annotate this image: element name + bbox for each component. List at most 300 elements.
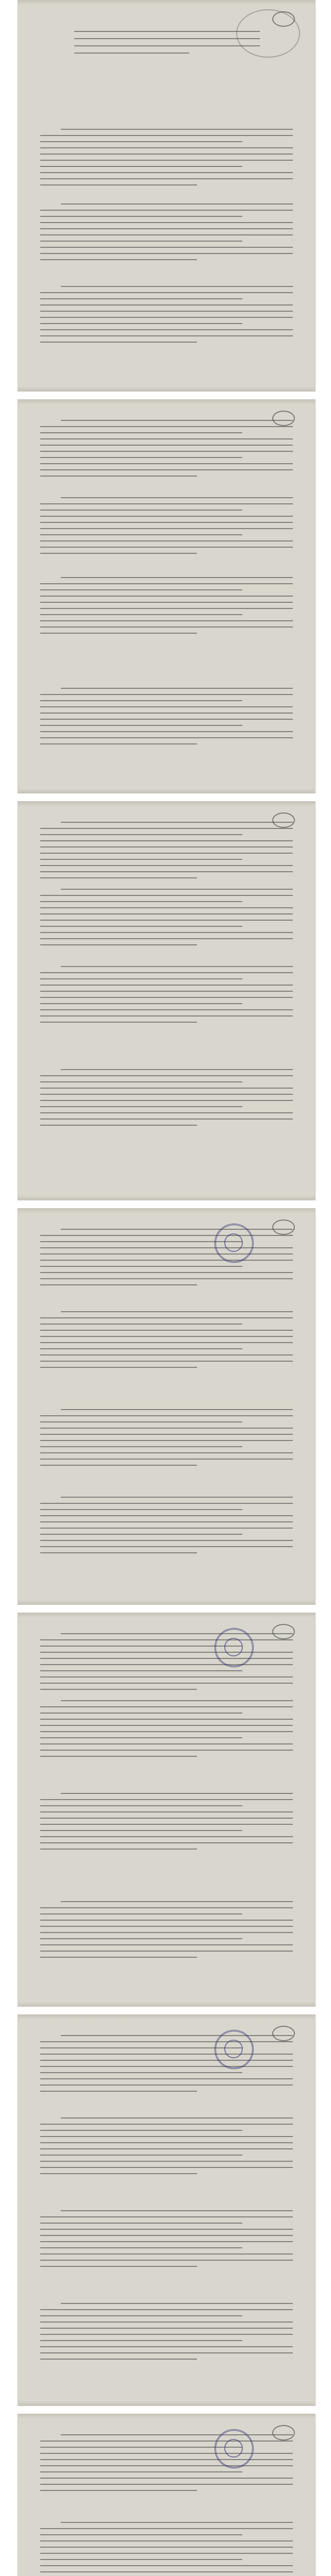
text-line xyxy=(40,160,293,161)
text-line xyxy=(40,503,293,504)
text-line xyxy=(40,1706,293,1707)
text-line xyxy=(40,1664,293,1665)
text-line xyxy=(61,889,293,890)
text-line xyxy=(40,516,293,517)
text-line xyxy=(40,991,293,992)
text-line xyxy=(40,1944,293,1945)
text-line xyxy=(40,1278,293,1279)
text-line xyxy=(40,234,293,235)
text-line xyxy=(40,626,293,628)
text-line xyxy=(40,2148,293,2149)
text-line xyxy=(61,688,293,689)
pencil-annotation xyxy=(236,9,300,58)
text-line xyxy=(40,853,293,854)
text-line xyxy=(40,2534,242,2535)
text-line xyxy=(40,1737,242,1738)
text-line xyxy=(40,1907,293,1908)
text-line xyxy=(40,1348,242,1349)
text-line xyxy=(40,1689,197,1690)
text-line xyxy=(40,2136,293,2137)
text-line xyxy=(40,1683,293,1684)
text-line xyxy=(40,2321,293,2323)
text-line xyxy=(40,141,242,142)
text-line xyxy=(40,1094,293,1095)
text-line xyxy=(61,420,293,421)
text-line xyxy=(40,317,293,318)
text-line xyxy=(40,1811,293,1812)
text-line xyxy=(40,342,197,343)
paragraph xyxy=(40,1069,293,1131)
text-line xyxy=(61,822,293,823)
paragraph xyxy=(40,1793,293,1855)
text-line xyxy=(40,2528,293,2529)
text-line xyxy=(61,1700,293,1701)
text-line xyxy=(40,2453,293,2454)
stamp xyxy=(214,2429,254,2468)
text-line xyxy=(40,1509,242,1510)
text-line xyxy=(40,2241,293,2242)
sheet-shadow xyxy=(18,1613,316,1618)
text-line xyxy=(40,1336,293,1337)
text-line xyxy=(40,147,293,148)
paragraph xyxy=(40,688,293,750)
text-line xyxy=(40,1075,293,1076)
text-line xyxy=(40,1719,293,1720)
text-line xyxy=(40,1731,293,1732)
text-line xyxy=(40,1658,293,1659)
text-line xyxy=(40,329,293,330)
text-line xyxy=(40,2547,293,2548)
text-line xyxy=(40,253,293,254)
text-line xyxy=(40,2247,242,2248)
text-line xyxy=(40,426,293,427)
text-line xyxy=(40,178,293,179)
text-line xyxy=(40,2465,293,2466)
text-line xyxy=(40,2078,293,2079)
text-line xyxy=(40,216,242,217)
text-line xyxy=(40,259,197,260)
paragraph xyxy=(40,1633,293,1695)
sheet-shadow xyxy=(18,2401,316,2406)
text-line xyxy=(40,1676,293,1677)
text-line xyxy=(40,694,293,695)
text-line xyxy=(40,2161,293,2162)
text-line xyxy=(40,834,242,835)
text-line xyxy=(40,1743,293,1744)
text-line xyxy=(40,2315,242,2316)
text-line xyxy=(40,1324,242,1325)
text-line xyxy=(40,1253,293,1255)
text-line xyxy=(61,1229,293,1230)
text-line xyxy=(40,2091,197,2092)
text-line xyxy=(40,1756,197,1757)
text-line xyxy=(40,1534,242,1535)
text-line xyxy=(40,1465,197,1466)
text-line xyxy=(40,553,197,554)
text-line xyxy=(40,2334,293,2335)
text-line xyxy=(40,2124,293,2125)
text-line xyxy=(40,335,293,336)
text-line xyxy=(40,1652,293,1653)
text-line xyxy=(40,1503,293,1504)
text-line xyxy=(40,1528,293,1529)
text-line xyxy=(40,1003,242,1004)
title-line xyxy=(74,45,260,46)
sheet-shadow xyxy=(18,386,316,392)
text-line xyxy=(40,2260,293,2261)
text-line xyxy=(40,2484,293,2485)
text-line xyxy=(40,1330,293,1331)
text-line xyxy=(61,2522,293,2523)
text-line xyxy=(40,743,197,744)
text-line xyxy=(40,311,293,312)
text-line xyxy=(40,2041,293,2042)
text-line xyxy=(40,1546,293,1547)
text-line xyxy=(40,451,293,452)
text-line xyxy=(40,528,293,529)
text-line xyxy=(40,997,293,998)
text-line xyxy=(40,1836,293,1837)
text-line xyxy=(40,1932,293,1933)
paragraph xyxy=(40,1409,293,1471)
text-line xyxy=(40,298,242,299)
text-line xyxy=(40,2047,242,2048)
text-line xyxy=(40,1920,293,1921)
text-line xyxy=(40,1713,242,1714)
title-line xyxy=(74,38,260,39)
text-line xyxy=(40,1446,242,1447)
document-sheet xyxy=(18,1613,316,2007)
text-line xyxy=(40,614,242,615)
text-line xyxy=(40,1106,242,1107)
text-line xyxy=(40,596,293,597)
text-line xyxy=(40,1361,293,1362)
text-line xyxy=(40,184,197,185)
text-line xyxy=(40,1125,197,1126)
text-line xyxy=(61,1633,293,1634)
text-line xyxy=(40,731,293,732)
text-line xyxy=(40,1515,293,1516)
text-line xyxy=(40,1459,293,1460)
text-line xyxy=(40,166,242,167)
text-line xyxy=(40,2559,242,2560)
text-line xyxy=(40,2235,293,2236)
text-line xyxy=(40,1009,293,1010)
text-line xyxy=(40,700,242,701)
text-line xyxy=(40,1913,242,1914)
document-sheet xyxy=(18,2014,316,2406)
text-line xyxy=(40,871,293,872)
text-line xyxy=(40,1118,293,1120)
text-line xyxy=(40,1824,293,1825)
text-line xyxy=(40,228,293,229)
text-line xyxy=(40,2340,242,2341)
text-line xyxy=(40,2553,293,2554)
text-line xyxy=(40,2328,293,2329)
text-line xyxy=(40,2447,242,2448)
text-line xyxy=(61,2035,293,2036)
document-sheet xyxy=(18,801,316,1200)
paragraph xyxy=(40,966,293,1028)
text-line xyxy=(40,1842,293,1843)
text-line xyxy=(61,2117,293,2119)
document-sheet xyxy=(18,1208,316,1605)
paragraph xyxy=(40,286,293,348)
text-line xyxy=(40,1317,293,1318)
text-line xyxy=(40,840,293,841)
text-line xyxy=(40,920,293,921)
text-line xyxy=(40,2346,293,2347)
text-line xyxy=(40,1670,242,1671)
paragraph xyxy=(40,1497,293,1558)
title-line xyxy=(74,53,189,54)
sheet-shadow xyxy=(18,1195,316,1200)
text-line xyxy=(40,737,293,738)
text-line xyxy=(40,1646,242,1647)
text-line xyxy=(40,2155,242,2156)
text-line xyxy=(40,2266,197,2267)
text-line xyxy=(40,2142,293,2143)
text-line xyxy=(40,1272,293,1273)
paragraph xyxy=(40,1311,293,1373)
text-line xyxy=(40,1926,293,1927)
text-line xyxy=(40,2216,293,2217)
text-line xyxy=(40,2223,242,2224)
text-line xyxy=(40,469,293,470)
text-line xyxy=(40,247,293,248)
text-line xyxy=(40,828,293,829)
paragraph xyxy=(40,129,293,191)
text-line xyxy=(40,1260,293,1261)
text-line xyxy=(40,865,293,866)
text-line xyxy=(40,463,293,464)
text-line xyxy=(40,1849,197,1850)
text-line xyxy=(40,1440,293,1441)
text-line xyxy=(40,2459,293,2460)
text-line xyxy=(40,2540,293,2541)
text-line xyxy=(40,608,293,609)
text-line xyxy=(40,1434,293,1435)
text-line xyxy=(40,1081,242,1082)
title-block xyxy=(74,31,260,60)
text-line xyxy=(40,913,293,914)
text-line xyxy=(40,2359,197,2360)
text-line xyxy=(40,1241,242,1242)
text-line xyxy=(40,241,242,242)
paragraph xyxy=(40,2035,293,2097)
text-line xyxy=(40,510,242,511)
paragraph xyxy=(40,2117,293,2179)
text-line xyxy=(40,1100,293,1101)
text-line xyxy=(40,985,293,986)
text-line xyxy=(40,1799,293,1800)
paragraph xyxy=(40,1229,293,1291)
paragraph xyxy=(40,1901,293,1963)
document-sheet xyxy=(18,399,316,793)
text-line xyxy=(40,1540,293,1541)
sheet-shadow xyxy=(18,1208,316,1213)
text-line xyxy=(40,534,242,535)
text-line xyxy=(40,1750,293,1751)
sheet-shadow xyxy=(18,2002,316,2007)
text-line xyxy=(40,1342,293,1343)
text-line xyxy=(40,719,293,720)
text-line xyxy=(61,577,293,578)
text-line xyxy=(40,476,197,477)
text-line xyxy=(40,877,197,878)
text-line xyxy=(61,2434,293,2435)
text-line xyxy=(40,1421,242,1422)
text-line xyxy=(40,1957,197,1958)
text-line xyxy=(40,210,293,211)
text-line xyxy=(61,1497,293,1498)
text-line xyxy=(40,135,293,136)
text-line xyxy=(40,2352,293,2353)
text-line xyxy=(40,2253,293,2255)
text-line xyxy=(40,901,242,902)
title-line xyxy=(74,31,260,32)
text-line xyxy=(61,966,293,967)
text-line xyxy=(40,323,242,324)
text-line xyxy=(40,1428,293,1429)
text-line xyxy=(40,1284,197,1285)
sheet-shadow xyxy=(18,801,316,806)
text-line xyxy=(40,2478,293,2479)
text-line xyxy=(40,907,293,908)
paragraph xyxy=(40,204,293,265)
text-line xyxy=(40,1088,293,1089)
sheet-shadow xyxy=(18,788,316,793)
text-line xyxy=(40,932,293,933)
text-line xyxy=(40,938,293,939)
text-line xyxy=(40,2441,293,2442)
text-line xyxy=(40,602,293,603)
text-line xyxy=(40,1725,293,1726)
text-line xyxy=(40,1805,242,1806)
text-line xyxy=(40,2229,293,2230)
paragraph xyxy=(40,2434,293,2496)
text-line xyxy=(40,713,293,714)
paragraph xyxy=(40,2303,293,2365)
text-line xyxy=(40,1552,197,1553)
text-line xyxy=(40,438,293,439)
text-line xyxy=(40,926,242,927)
text-line xyxy=(61,1409,293,1410)
sheet-shadow xyxy=(18,0,316,5)
paragraph xyxy=(40,822,293,884)
text-line xyxy=(40,725,242,726)
text-line xyxy=(40,1521,293,1522)
sheet-shadow xyxy=(18,2014,316,2020)
text-line xyxy=(40,1367,197,1368)
text-line xyxy=(40,2072,242,2073)
text-line xyxy=(61,497,293,498)
paragraph xyxy=(40,889,293,951)
text-line xyxy=(40,1951,293,1952)
paragraph xyxy=(40,420,293,482)
sheet-shadow xyxy=(18,1600,316,1605)
text-line xyxy=(40,2471,242,2472)
text-line xyxy=(40,1938,242,1939)
text-line xyxy=(40,154,293,155)
paragraph xyxy=(40,497,293,559)
text-line xyxy=(40,859,242,860)
sheet-shadow xyxy=(18,2414,316,2419)
text-line xyxy=(40,846,293,848)
text-line xyxy=(40,2167,293,2168)
text-line xyxy=(40,1112,293,1113)
text-line xyxy=(40,1235,293,1236)
text-line xyxy=(40,2490,197,2491)
text-line xyxy=(40,972,293,973)
document-sheet xyxy=(18,0,316,392)
text-line xyxy=(40,2130,242,2131)
paragraph xyxy=(40,1700,293,1762)
text-line xyxy=(40,944,197,945)
text-line xyxy=(61,2210,293,2211)
text-line xyxy=(61,1901,293,1902)
text-line xyxy=(40,1452,293,1453)
text-line xyxy=(61,204,293,205)
text-line xyxy=(40,978,242,979)
text-line xyxy=(40,2565,293,2566)
text-line xyxy=(61,129,293,130)
text-line xyxy=(40,2054,293,2055)
text-line xyxy=(40,432,242,433)
text-line xyxy=(40,292,293,293)
text-line xyxy=(40,633,197,634)
text-line xyxy=(40,2060,293,2061)
text-line xyxy=(40,445,293,446)
text-line xyxy=(40,304,293,306)
text-line xyxy=(40,583,293,584)
document-sheet xyxy=(18,2414,316,2576)
text-line xyxy=(40,457,242,458)
text-line xyxy=(61,1311,293,1312)
text-line xyxy=(40,895,293,896)
text-line xyxy=(40,1354,293,1355)
text-line xyxy=(61,1069,293,1070)
text-line xyxy=(40,1830,242,1831)
text-line xyxy=(40,172,293,173)
text-line xyxy=(61,2303,293,2304)
text-line xyxy=(40,1022,197,1023)
stamp xyxy=(214,1224,254,1263)
text-line xyxy=(40,1266,242,1267)
text-line xyxy=(40,2066,293,2067)
text-line xyxy=(40,2084,293,2086)
text-line xyxy=(40,522,293,523)
text-line xyxy=(40,1415,293,1416)
text-line xyxy=(40,540,293,541)
text-line xyxy=(40,620,293,621)
text-line xyxy=(40,1818,293,1819)
stamp xyxy=(214,2030,254,2069)
text-line xyxy=(61,286,293,287)
text-line xyxy=(40,2309,293,2310)
text-line xyxy=(40,2571,293,2572)
text-line xyxy=(40,547,293,548)
text-line xyxy=(40,222,293,223)
text-line xyxy=(61,1793,293,1794)
text-line xyxy=(40,1639,293,1640)
stamp xyxy=(214,1628,254,1667)
paragraph xyxy=(40,2522,293,2576)
text-line xyxy=(40,706,293,707)
paragraph xyxy=(40,2210,293,2272)
paragraph xyxy=(40,577,293,639)
text-line xyxy=(40,1015,293,1016)
